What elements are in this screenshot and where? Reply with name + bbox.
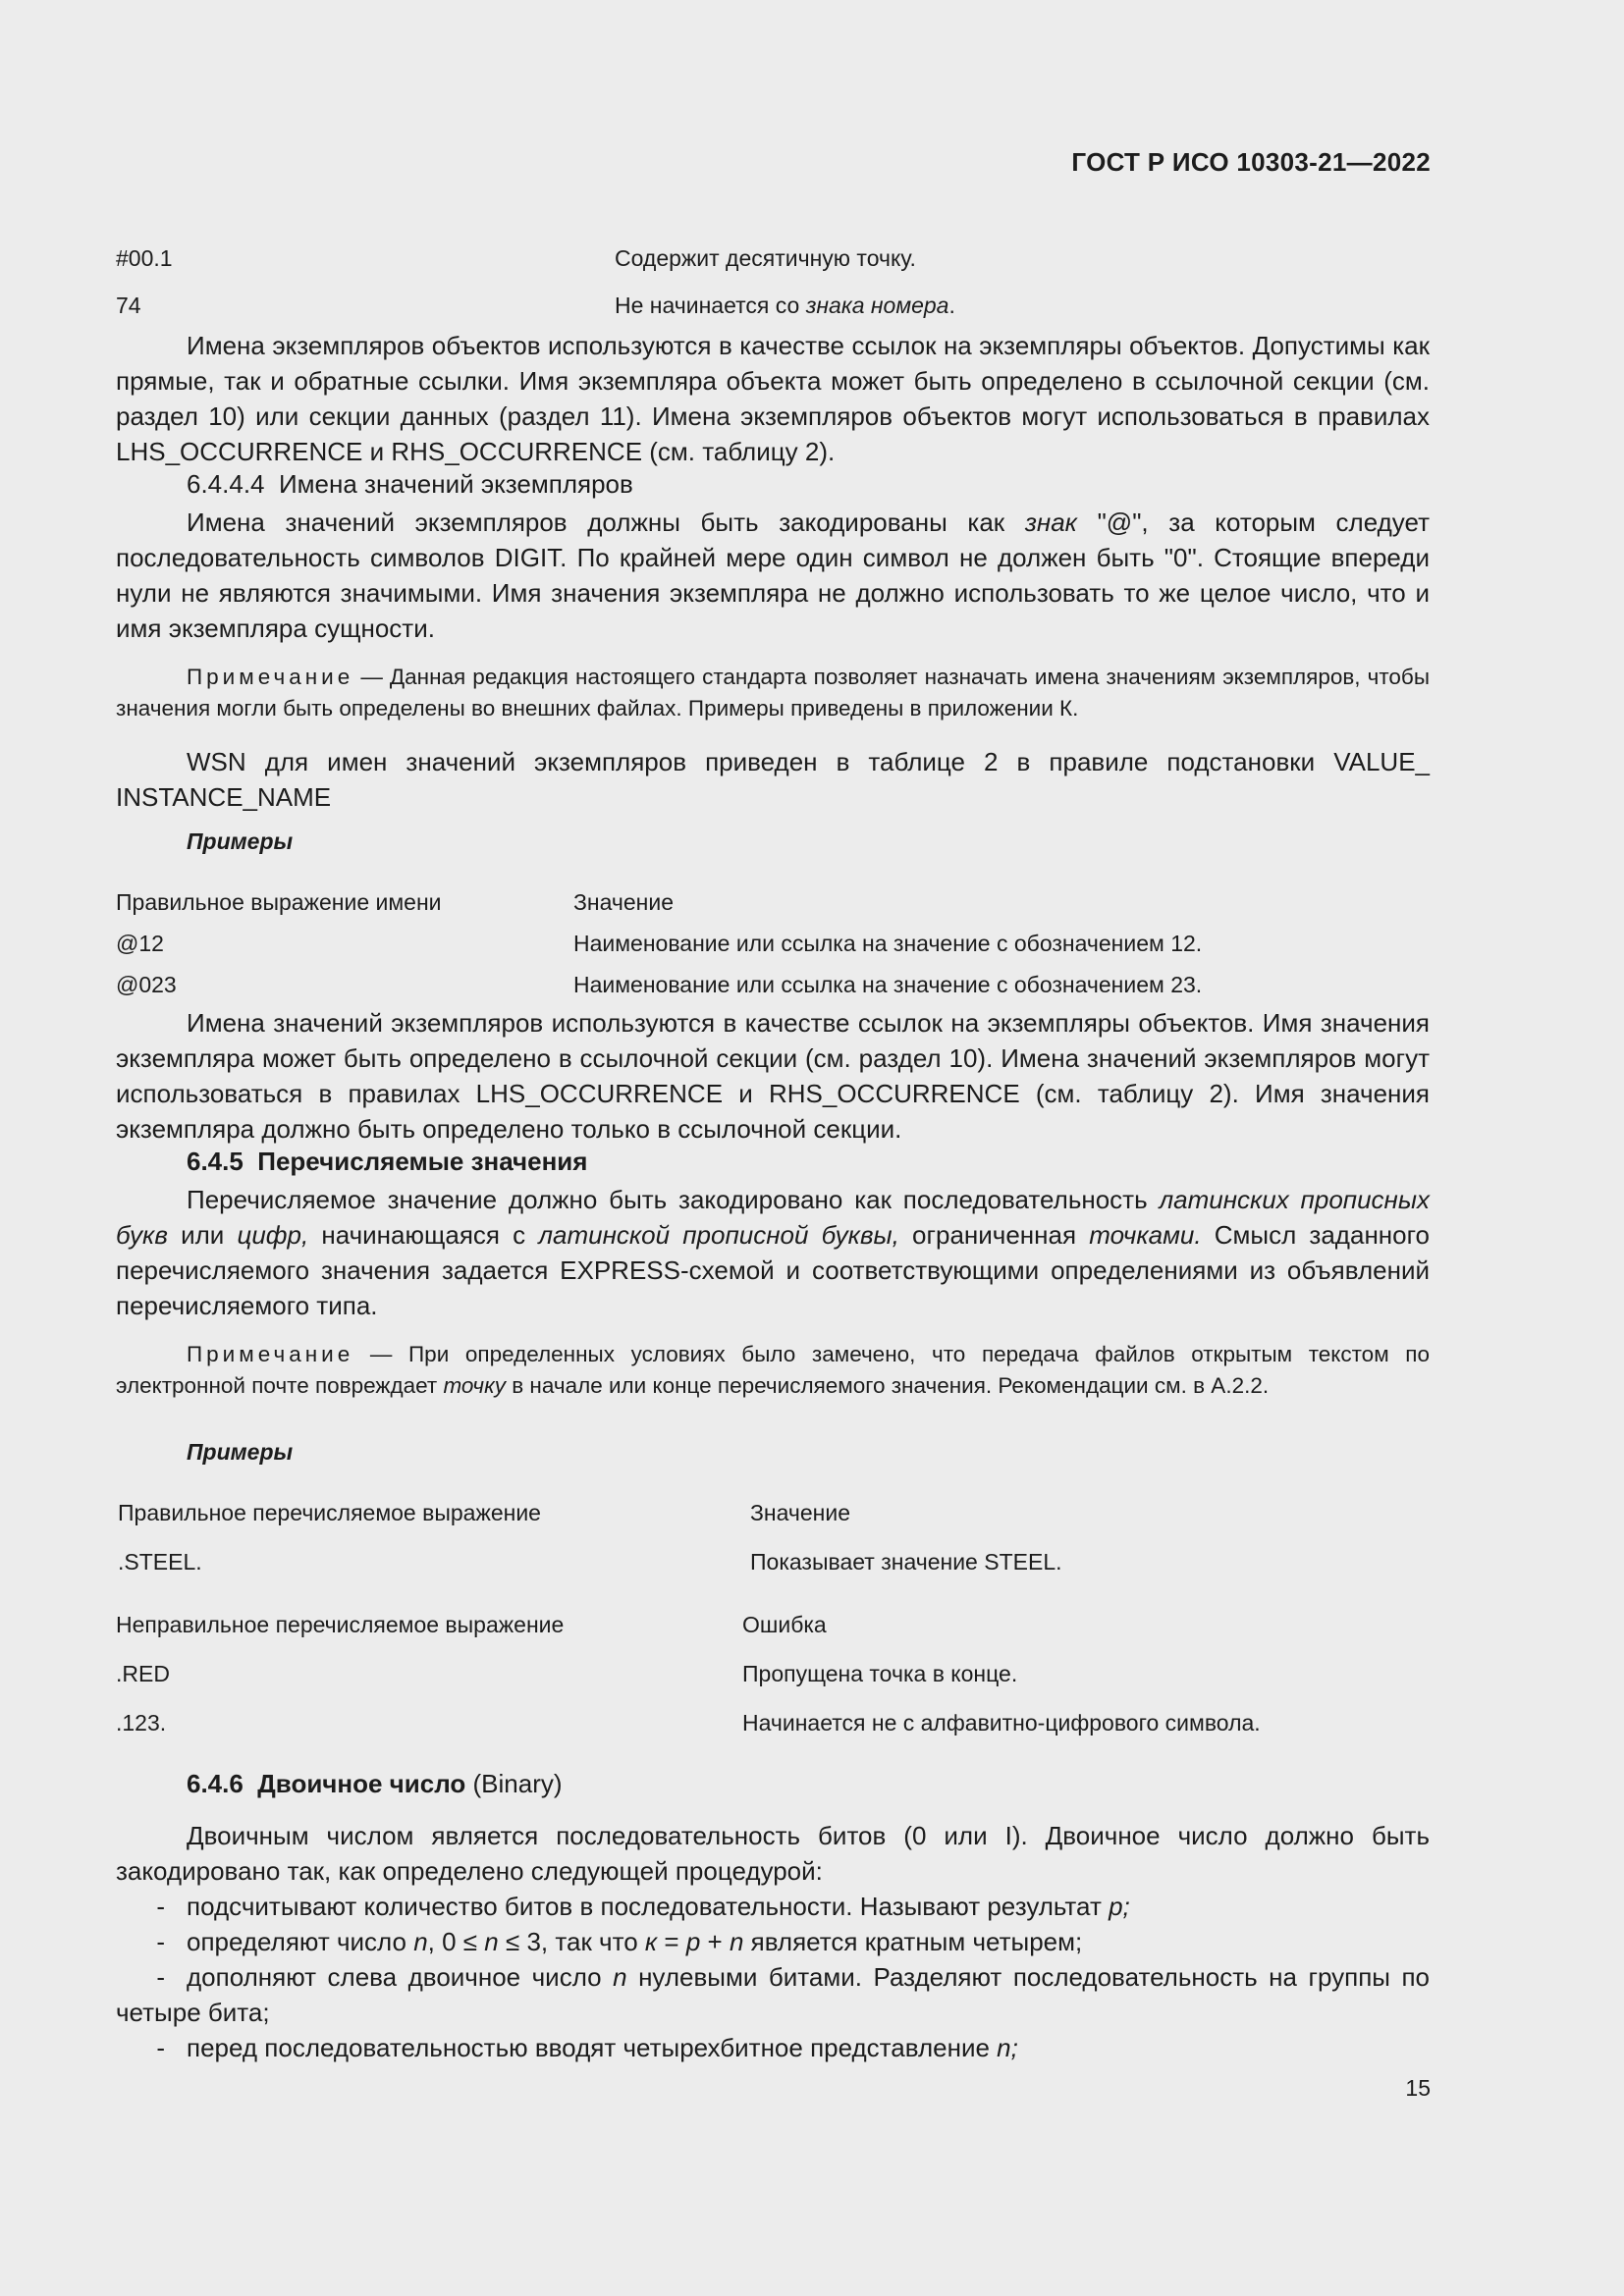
examples-label: Примеры [187,828,294,854]
paragraph-value-names: Имена значений экземпляров должны быть закодированы как знак "@", за которым следует последовательность символов DIGIT. По крайней мере один символ не должен быть "0". Стоящие впереди нули не являются значимыми. Имя значения экземпляра не должно использовать то же целое число, что и имя экземпляра сущности. [116,507,1430,643]
table-header-desc: Ошибка [742,1612,827,1637]
note-1: Примечание — Данная редакция настоящего стандарта позволяет назначать имена значениям экземпляров, чтобы значения могли быть определены во внешних файлах. Примеры приведены в приложении К. [116,665,1430,721]
list-item: - подсчитывают количество битов в последовательности. Называют результат р; [156,1892,1130,1921]
section-heading-6444: 6.4.4.4 Имена значений экземпляров [187,469,633,499]
examples-label: Примеры [187,1439,294,1465]
table-header-desc: Значение [573,889,674,915]
section-heading-646: 6.4.6 Двоичное число (Binary) [187,1769,563,1798]
paragraph-instance-names: Имена экземпляров объектов используются в качестве ссылок на экземпляры объектов. Допустимы как прямые, так и обратные ссылки. Имя экземпляра объекта может быть определено в ссылочной секции (см. раздел 10) или секции данных (раздел 11). Имена экземпляров объектов могут использоваться в правилах LHS_OCCURRENCE и RHS_OCCURRENCE (см. таблицу 2). [116,331,1430,466]
page-number: 15 [1405,2075,1431,2101]
paragraph-wsn: WSN для имен значений экземпляров приведен в таблице 2 в правиле подстановки VALUE_ INSTANCE_NAME [116,747,1430,812]
table-header-expr: Правильное выражение имени [116,889,442,915]
table-cell-desc: Пропущена точка в конце. [742,1661,1018,1686]
note-2: Примечание — При определенных условиях было замечено, что передача файлов открытым текстом по электронной почте повреждает точку в начале или конце перечисляемого значения. Рекомендации см. в А.2.2. [116,1342,1430,1398]
table-cell-desc: Наименование или ссылка на значение с обозначением 23. [573,972,1203,997]
list-item: - перед последовательностью вводят четырехбитное представление n; [156,2033,1018,2062]
example-desc: Содержит десятичную точку. [615,245,916,271]
table-cell-expr: .RED [116,1661,170,1686]
list-item: - дополняют слева двоичное число n нулевыми битами. Разделяют последовательность на группы по четыре бита; [116,1962,1430,2027]
example-expr: 74 [116,293,141,318]
table-cell-expr: .STEEL. [118,1549,202,1575]
table-header-expr: Правильное перечисляемое выражение [118,1500,541,1525]
example-expr: #00.1 [116,245,173,271]
table-cell-expr: @12 [116,931,164,956]
table-header-desc: Значение [750,1500,850,1525]
table-cell-expr: @023 [116,972,177,997]
table-header-expr: Неправильное перечисляемое выражение [116,1612,565,1637]
paragraph-value-names-usage: Имена значений экземпляров используются в качестве ссылок на экземпляры объектов. Имя значения экземпляра может быть определено в ссылочной секции (см. раздел 10). Имена значений экземпляров могут использоваться в правилах LHS_OCCURRENCE и RHS_OCCURRENCE (см. таблицу 2). Имя значения экземпляра должно быть определено только в ссылочной секции. [116,1008,1430,1144]
table-cell-desc: Наименование или ссылка на значение с обозначением 12. [573,931,1203,956]
table-cell-desc: Показывает значение STEEL. [750,1549,1062,1575]
table-cell-desc: Начинается не с алфавитно-цифрового символа. [742,1710,1261,1735]
standard-header: ГОСТ Р ИСО 10303-21—2022 [1071,147,1431,177]
list-item: - определяют число n, 0 ≤ n ≤ 3, так что к = р + n является кратным четырем; [156,1927,1083,1956]
table-cell-expr: .123. [116,1710,167,1735]
section-heading-645: 6.4.5 Перечисляемые значения [187,1147,588,1176]
paragraph-enumerations: Перечисляемое значение должно быть закодировано как последовательность латинских прописных букв или цифр, начинающаяся с латинской прописной буквы, ограниченная точками. Смысл заданного перечисляемого значения задается EXPRESS-схемой и соответствующими определениями из объявлений перечисляемого типа. [116,1185,1430,1320]
paragraph-binary: Двоичным числом является последовательность битов (0 или I). Двоичное число должно быть закодировано так, как определено следующей процедурой: [116,1821,1430,1886]
example-desc: Не начинается со знака номера. [615,293,955,318]
